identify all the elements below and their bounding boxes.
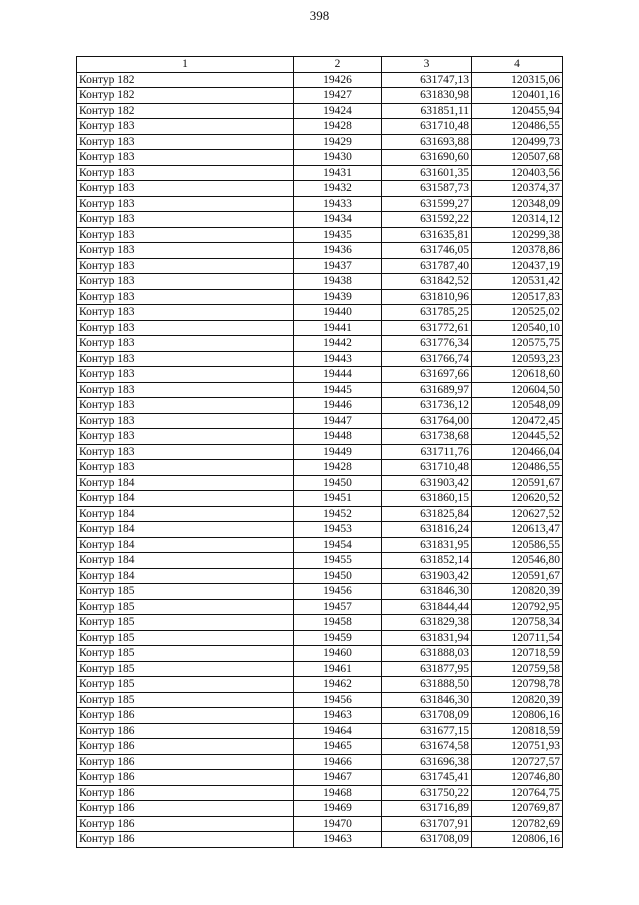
point-number-cell: 19467 (294, 770, 382, 786)
x-coordinate-cell: 631846,30 (382, 584, 472, 600)
point-number-cell: 19441 (294, 320, 382, 336)
point-number-cell: 19458 (294, 615, 382, 631)
contour-name-cell: Контур 183 (77, 444, 294, 460)
contour-name-cell: Контур 183 (77, 196, 294, 212)
table-header (77, 57, 563, 73)
x-coordinate-cell: 631745,41 (382, 770, 472, 786)
table-row (77, 568, 563, 584)
point-number-cell: 19427 (294, 88, 382, 104)
x-coordinate-cell: 631677,15 (382, 723, 472, 739)
header-col-4: 4 (472, 57, 563, 73)
x-coordinate-cell: 631785,25 (382, 305, 472, 321)
point-number-cell: 19447 (294, 413, 382, 429)
table-row (77, 320, 563, 336)
y-coordinate-cell: 120401,16 (472, 88, 563, 104)
y-coordinate-cell: 120525,02 (472, 305, 563, 321)
point-number-cell: 19462 (294, 677, 382, 693)
point-number-cell: 19440 (294, 305, 382, 321)
contour-name-cell: Контур 184 (77, 475, 294, 491)
y-coordinate-cell: 120591,67 (472, 568, 563, 584)
contour-name-cell: Контур 186 (77, 816, 294, 832)
contour-name-cell: Контур 186 (77, 754, 294, 770)
point-number-cell: 19433 (294, 196, 382, 212)
table-row (77, 119, 563, 135)
y-coordinate-cell: 120758,34 (472, 615, 563, 631)
x-coordinate-cell: 631810,96 (382, 289, 472, 305)
x-coordinate-cell: 631690,60 (382, 150, 472, 166)
contour-name-cell: Контур 185 (77, 630, 294, 646)
contour-name-cell: Контур 186 (77, 708, 294, 724)
point-number-cell: 19455 (294, 553, 382, 569)
point-number-cell: 19461 (294, 661, 382, 677)
table-row (77, 816, 563, 832)
y-coordinate-cell: 120314,12 (472, 212, 563, 228)
point-number-cell: 19429 (294, 134, 382, 150)
table-row (77, 475, 563, 491)
x-coordinate-cell: 631710,48 (382, 119, 472, 135)
point-number-cell: 19442 (294, 336, 382, 352)
table-row (77, 150, 563, 166)
table-row (77, 258, 563, 274)
x-coordinate-cell: 631711,76 (382, 444, 472, 460)
y-coordinate-cell: 120818,59 (472, 723, 563, 739)
x-coordinate-cell: 631689,97 (382, 382, 472, 398)
point-number-cell: 19465 (294, 739, 382, 755)
table-row (77, 599, 563, 615)
table-row (77, 615, 563, 631)
contour-name-cell: Контур 185 (77, 584, 294, 600)
y-coordinate-cell: 120746,80 (472, 770, 563, 786)
contour-name-cell: Контур 186 (77, 739, 294, 755)
table-row (77, 785, 563, 801)
y-coordinate-cell: 120604,50 (472, 382, 563, 398)
y-coordinate-cell: 120806,16 (472, 832, 563, 848)
x-coordinate-cell: 631851,11 (382, 103, 472, 119)
table-row (77, 537, 563, 553)
point-number-cell: 19431 (294, 165, 382, 181)
y-coordinate-cell: 120620,52 (472, 491, 563, 507)
table-row (77, 367, 563, 383)
y-coordinate-cell: 120507,68 (472, 150, 563, 166)
table-row (77, 708, 563, 724)
contour-name-cell: Контур 186 (77, 832, 294, 848)
table-row (77, 382, 563, 398)
table-row (77, 181, 563, 197)
y-coordinate-cell: 120299,38 (472, 227, 563, 243)
table-row (77, 165, 563, 181)
y-coordinate-cell: 120591,67 (472, 475, 563, 491)
table-row (77, 243, 563, 259)
x-coordinate-cell: 631772,61 (382, 320, 472, 336)
table-row (77, 739, 563, 755)
table-row (77, 677, 563, 693)
point-number-cell: 19435 (294, 227, 382, 243)
table-row (77, 336, 563, 352)
x-coordinate-cell: 631842,52 (382, 274, 472, 290)
table-row (77, 661, 563, 677)
point-number-cell: 19437 (294, 258, 382, 274)
contour-name-cell: Контур 184 (77, 506, 294, 522)
y-coordinate-cell: 120751,93 (472, 739, 563, 755)
y-coordinate-cell: 120315,06 (472, 72, 563, 88)
contour-name-cell: Контур 183 (77, 413, 294, 429)
y-coordinate-cell: 120764,75 (472, 785, 563, 801)
y-coordinate-cell: 120348,09 (472, 196, 563, 212)
x-coordinate-cell: 631708,09 (382, 708, 472, 724)
x-coordinate-cell: 631766,74 (382, 351, 472, 367)
y-coordinate-cell: 120486,55 (472, 119, 563, 135)
contour-name-cell: Контур 184 (77, 537, 294, 553)
x-coordinate-cell: 631707,91 (382, 816, 472, 832)
x-coordinate-cell: 631601,35 (382, 165, 472, 181)
table-row (77, 72, 563, 88)
y-coordinate-cell: 120531,42 (472, 274, 563, 290)
y-coordinate-cell: 120517,83 (472, 289, 563, 305)
x-coordinate-cell: 631592,22 (382, 212, 472, 228)
contour-name-cell: Контур 185 (77, 599, 294, 615)
x-coordinate-cell: 631599,27 (382, 196, 472, 212)
point-number-cell: 19432 (294, 181, 382, 197)
y-coordinate-cell: 120769,87 (472, 801, 563, 817)
y-coordinate-cell: 120798,78 (472, 677, 563, 693)
point-number-cell: 19450 (294, 475, 382, 491)
table-row (77, 832, 563, 848)
table-row (77, 506, 563, 522)
table-row (77, 88, 563, 104)
contour-name-cell: Контур 184 (77, 553, 294, 569)
contour-name-cell: Контур 182 (77, 88, 294, 104)
x-coordinate-cell: 631697,66 (382, 367, 472, 383)
table-row (77, 351, 563, 367)
x-coordinate-cell: 631750,22 (382, 785, 472, 801)
page-number: 398 (309, 8, 330, 23)
point-number-cell: 19464 (294, 723, 382, 739)
y-coordinate-cell: 120711,54 (472, 630, 563, 646)
table-row (77, 196, 563, 212)
y-coordinate-cell: 120466,04 (472, 444, 563, 460)
contour-name-cell: Контур 183 (77, 134, 294, 150)
x-coordinate-cell: 631736,12 (382, 398, 472, 414)
point-number-cell: 19439 (294, 289, 382, 305)
point-number-cell: 19470 (294, 816, 382, 832)
x-coordinate-cell: 631816,24 (382, 522, 472, 538)
x-coordinate-cell: 631903,42 (382, 475, 472, 491)
point-number-cell: 19434 (294, 212, 382, 228)
point-number-cell: 19454 (294, 537, 382, 553)
table-row (77, 444, 563, 460)
x-coordinate-cell: 631888,50 (382, 677, 472, 693)
x-coordinate-cell: 631674,58 (382, 739, 472, 755)
x-coordinate-cell: 631710,48 (382, 460, 472, 476)
contour-name-cell: Контур 185 (77, 677, 294, 693)
contour-name-cell: Контур 185 (77, 661, 294, 677)
contour-name-cell: Контур 183 (77, 243, 294, 259)
x-coordinate-cell: 631776,34 (382, 336, 472, 352)
table-row (77, 723, 563, 739)
x-coordinate-cell: 631888,03 (382, 646, 472, 662)
y-coordinate-cell: 120546,80 (472, 553, 563, 569)
point-number-cell: 19449 (294, 444, 382, 460)
point-number-cell: 19450 (294, 568, 382, 584)
point-number-cell: 19456 (294, 692, 382, 708)
table-row (77, 134, 563, 150)
table-row (77, 801, 563, 817)
table-row (77, 305, 563, 321)
table-row (77, 413, 563, 429)
x-coordinate-cell: 631829,38 (382, 615, 472, 631)
y-coordinate-cell: 120782,69 (472, 816, 563, 832)
y-coordinate-cell: 120792,95 (472, 599, 563, 615)
contour-name-cell: Контур 183 (77, 336, 294, 352)
x-coordinate-cell: 631635,81 (382, 227, 472, 243)
table-row (77, 630, 563, 646)
contour-name-cell: Контур 185 (77, 692, 294, 708)
y-coordinate-cell: 120613,47 (472, 522, 563, 538)
contour-name-cell: Контур 186 (77, 723, 294, 739)
x-coordinate-cell: 631830,98 (382, 88, 472, 104)
x-coordinate-cell: 631738,68 (382, 429, 472, 445)
y-coordinate-cell: 120586,55 (472, 537, 563, 553)
point-number-cell: 19460 (294, 646, 382, 662)
y-coordinate-cell: 120374,37 (472, 181, 563, 197)
x-coordinate-cell: 631903,42 (382, 568, 472, 584)
table-row (77, 429, 563, 445)
contour-name-cell: Контур 183 (77, 429, 294, 445)
table-body (77, 72, 563, 847)
x-coordinate-cell: 631708,09 (382, 832, 472, 848)
contour-name-cell: Контур 186 (77, 801, 294, 817)
contour-name-cell: Контур 183 (77, 181, 294, 197)
table-row (77, 553, 563, 569)
point-number-cell: 19466 (294, 754, 382, 770)
table-row (77, 646, 563, 662)
x-coordinate-cell: 631860,15 (382, 491, 472, 507)
table-row (77, 289, 563, 305)
point-number-cell: 19444 (294, 367, 382, 383)
x-coordinate-cell: 631844,44 (382, 599, 472, 615)
y-coordinate-cell: 120627,52 (472, 506, 563, 522)
point-number-cell: 19469 (294, 801, 382, 817)
point-number-cell: 19456 (294, 584, 382, 600)
x-coordinate-cell: 631877,95 (382, 661, 472, 677)
contour-name-cell: Контур 183 (77, 305, 294, 321)
x-coordinate-cell: 631831,95 (382, 537, 472, 553)
point-number-cell: 19457 (294, 599, 382, 615)
table-row (77, 274, 563, 290)
y-coordinate-cell: 120618,60 (472, 367, 563, 383)
table-row (77, 522, 563, 538)
contour-name-cell: Контур 185 (77, 646, 294, 662)
contour-name-cell: Контур 183 (77, 398, 294, 414)
point-number-cell: 19468 (294, 785, 382, 801)
point-number-cell: 19426 (294, 72, 382, 88)
y-coordinate-cell: 120378,86 (472, 243, 563, 259)
contour-name-cell: Контур 183 (77, 367, 294, 383)
contour-name-cell: Контур 183 (77, 165, 294, 181)
contour-name-cell: Контур 183 (77, 289, 294, 305)
table-row (77, 754, 563, 770)
point-number-cell: 19448 (294, 429, 382, 445)
y-coordinate-cell: 120820,39 (472, 584, 563, 600)
contour-name-cell: Контур 182 (77, 103, 294, 119)
table-row (77, 491, 563, 507)
contour-name-cell: Контур 183 (77, 212, 294, 228)
table-row (77, 212, 563, 228)
contour-name-cell: Контур 183 (77, 382, 294, 398)
x-coordinate-cell: 631693,88 (382, 134, 472, 150)
contour-name-cell: Контур 184 (77, 568, 294, 584)
y-coordinate-cell: 120403,56 (472, 165, 563, 181)
y-coordinate-cell: 120806,16 (472, 708, 563, 724)
point-number-cell: 19428 (294, 119, 382, 135)
point-number-cell: 19446 (294, 398, 382, 414)
contour-name-cell: Контур 185 (77, 615, 294, 631)
y-coordinate-cell: 120455,94 (472, 103, 563, 119)
point-number-cell: 19459 (294, 630, 382, 646)
point-number-cell: 19463 (294, 708, 382, 724)
x-coordinate-cell: 631746,05 (382, 243, 472, 259)
header-row (77, 57, 563, 73)
contour-name-cell: Контур 184 (77, 491, 294, 507)
x-coordinate-cell: 631696,38 (382, 754, 472, 770)
y-coordinate-cell: 120593,23 (472, 351, 563, 367)
table-row (77, 103, 563, 119)
point-number-cell: 19452 (294, 506, 382, 522)
y-coordinate-cell: 120540,10 (472, 320, 563, 336)
point-number-cell: 19438 (294, 274, 382, 290)
contour-name-cell: Контур 183 (77, 351, 294, 367)
contour-name-cell: Контур 183 (77, 274, 294, 290)
point-number-cell: 19463 (294, 832, 382, 848)
y-coordinate-cell: 120445,52 (472, 429, 563, 445)
x-coordinate-cell: 631852,14 (382, 553, 472, 569)
point-number-cell: 19443 (294, 351, 382, 367)
point-number-cell: 19436 (294, 243, 382, 259)
y-coordinate-cell: 120548,09 (472, 398, 563, 414)
point-number-cell: 19428 (294, 460, 382, 476)
x-coordinate-cell: 631825,84 (382, 506, 472, 522)
y-coordinate-cell: 120759,58 (472, 661, 563, 677)
contour-name-cell: Контур 183 (77, 150, 294, 166)
x-coordinate-cell: 631764,00 (382, 413, 472, 429)
header-col-1: 1 (77, 57, 294, 73)
contour-name-cell: Контур 186 (77, 785, 294, 801)
contour-name-cell: Контур 183 (77, 119, 294, 135)
table-row (77, 460, 563, 476)
y-coordinate-cell: 120575,75 (472, 336, 563, 352)
y-coordinate-cell: 120437,19 (472, 258, 563, 274)
y-coordinate-cell: 120486,55 (472, 460, 563, 476)
contour-name-cell: Контур 186 (77, 770, 294, 786)
contour-name-cell: Контур 182 (77, 72, 294, 88)
table-row (77, 692, 563, 708)
contour-name-cell: Контур 183 (77, 227, 294, 243)
table-row (77, 398, 563, 414)
table-row (77, 770, 563, 786)
contour-name-cell: Контур 183 (77, 320, 294, 336)
point-number-cell: 19445 (294, 382, 382, 398)
point-number-cell: 19430 (294, 150, 382, 166)
point-number-cell: 19451 (294, 491, 382, 507)
y-coordinate-cell: 120472,45 (472, 413, 563, 429)
contour-name-cell: Контур 183 (77, 460, 294, 476)
y-coordinate-cell: 120499,73 (472, 134, 563, 150)
point-number-cell: 19424 (294, 103, 382, 119)
contour-name-cell: Контур 184 (77, 522, 294, 538)
x-coordinate-cell: 631747,13 (382, 72, 472, 88)
table-row (77, 584, 563, 600)
x-coordinate-cell: 631787,40 (382, 258, 472, 274)
y-coordinate-cell: 120727,57 (472, 754, 563, 770)
header-col-3: 3 (382, 57, 472, 73)
y-coordinate-cell: 120820,39 (472, 692, 563, 708)
header-col-2: 2 (294, 57, 382, 73)
x-coordinate-cell: 631716,89 (382, 801, 472, 817)
x-coordinate-cell: 631831,94 (382, 630, 472, 646)
point-number-cell: 19453 (294, 522, 382, 538)
coordinates-table (76, 56, 563, 848)
x-coordinate-cell: 631846,30 (382, 692, 472, 708)
x-coordinate-cell: 631587,73 (382, 181, 472, 197)
y-coordinate-cell: 120718,59 (472, 646, 563, 662)
contour-name-cell: Контур 183 (77, 258, 294, 274)
table-row (77, 227, 563, 243)
